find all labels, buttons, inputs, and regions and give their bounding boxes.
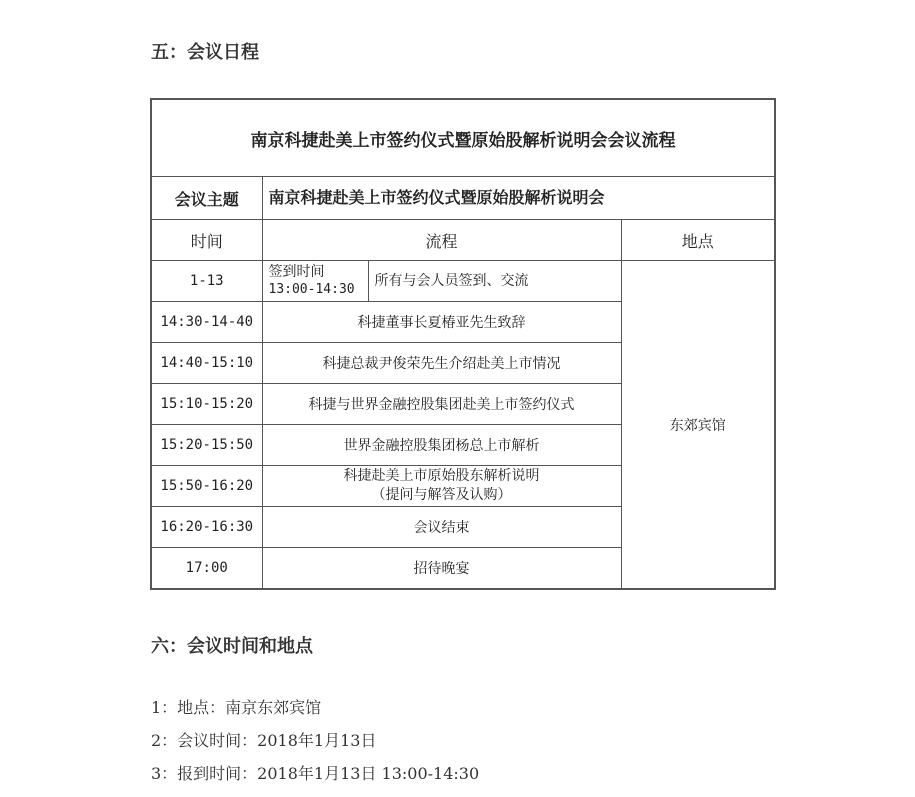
row-time: 1-13 — [151, 261, 262, 302]
row-time: 16:20-16:30 — [151, 507, 262, 548]
row-flow: 科捷董事长夏椿亚先生致辞 — [262, 302, 621, 343]
row-flow: 科捷与世界金融控股集团赴美上市签约仪式 — [262, 384, 621, 425]
row-time: 15:10-15:20 — [151, 384, 262, 425]
info-location: 1：地点：南京东郊宾馆 — [151, 698, 322, 717]
section-5-heading: 五：会议日程 — [151, 42, 259, 63]
row-flow-line2: （提问与解答及认购） — [371, 487, 512, 503]
header-flow: 流程 — [262, 220, 621, 261]
topic-value: 南京科捷赴美上市签约仪式暨原始股解析说明会 — [262, 177, 775, 220]
place-cell: 东郊宾馆 — [621, 261, 775, 590]
row-flow: 世界金融控股集团杨总上市解析 — [262, 425, 621, 466]
row-flow-line1: 科捷赴美上市原始股东解析说明 — [343, 468, 540, 484]
topic-label: 会议主题 — [151, 177, 262, 220]
checkin-cell — [262, 261, 368, 302]
row-flow — [262, 466, 621, 507]
header-time: 时间 — [151, 220, 262, 261]
row-time: 17:00 — [151, 548, 262, 590]
table-row — [151, 261, 775, 302]
row-flow: 科捷总裁尹俊荣先生介绍赴美上市情况 — [262, 343, 621, 384]
info-checkin-time: 3：报到时间：2018年1月13日 13:00-14:30 — [151, 764, 480, 783]
row-flow: 会议结束 — [262, 507, 621, 548]
header-place: 地点 — [621, 220, 775, 261]
checkin-label: 签到时间 — [268, 264, 325, 280]
section-6-heading: 六：会议时间和地点 — [151, 636, 313, 657]
row-flow: 所有与会人员签到、交流 — [368, 261, 621, 302]
schedule-table — [150, 98, 776, 590]
row-time: 14:40-15:10 — [151, 343, 262, 384]
checkin-time: 13:00-14:30 — [268, 282, 355, 297]
info-meeting-date: 2：会议时间：2018年1月13日 — [151, 731, 377, 750]
schedule-title: 南京科捷赴美上市签约仪式暨原始股解析说明会会议流程 — [151, 99, 775, 177]
row-time: 15:50-16:20 — [151, 466, 262, 507]
row-flow: 招待晚宴 — [262, 548, 621, 590]
row-time: 14:30-14-40 — [151, 302, 262, 343]
row-time: 15:20-15:50 — [151, 425, 262, 466]
